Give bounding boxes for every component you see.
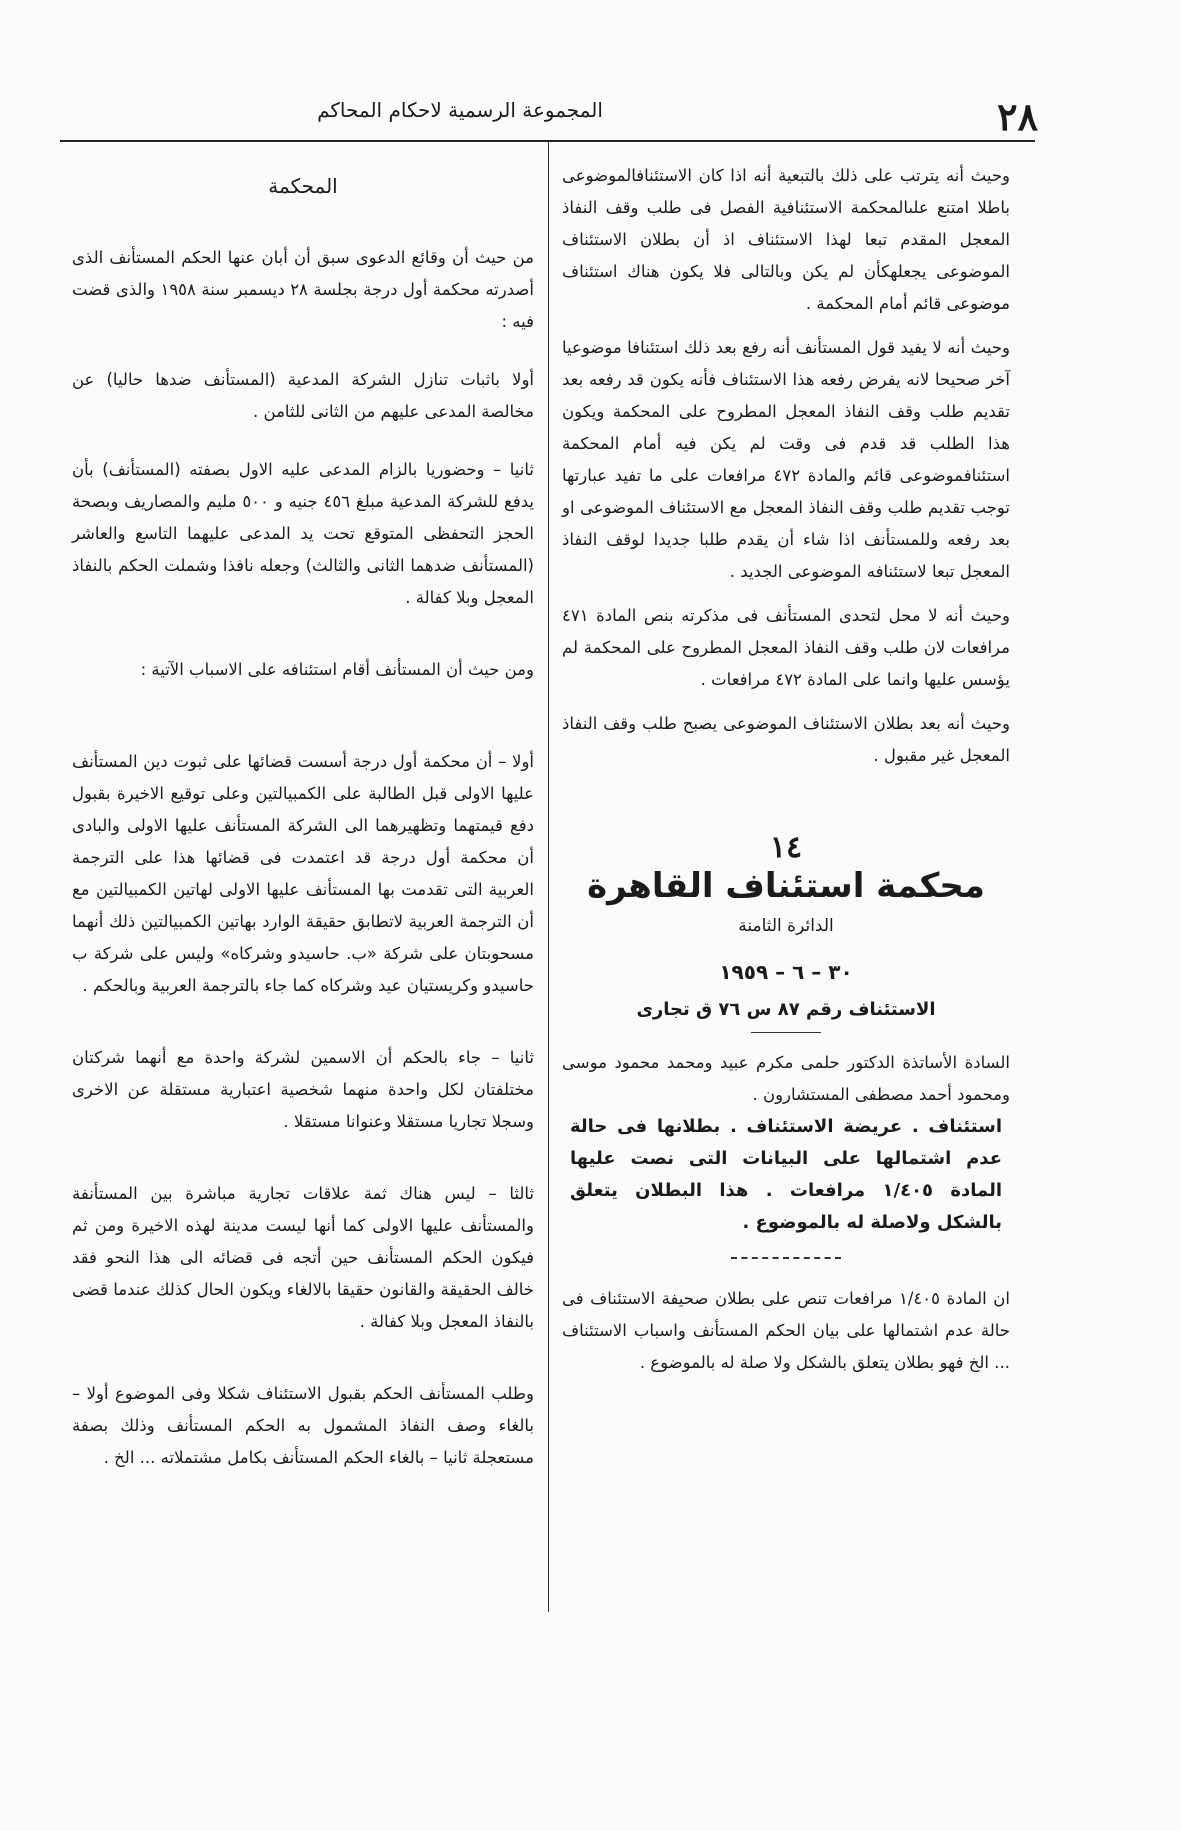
running-header-title: المجموعة الرسمية لاحكام المحاكم <box>317 98 603 122</box>
section-title: المحكمة <box>268 174 338 198</box>
left-column <box>72 160 534 1474</box>
judgment-date: ٣٠ – ٦ – ١٩٥٩ <box>719 960 853 984</box>
paragraph: وحيث أنه لا محل لتحدى المستأنف فى مذكرته بنص المادة ٤٧١ مرافعات لان طلب وقف النفاذ المعجل المطروح على المحكمة لم يؤسس عليها وانما على المادة ٤٧٢ مرافعات . <box>562 606 1010 689</box>
paragraph: أولا – أن محكمة أول درجة أسست قضائها على ثبوت دين المستأنف عليها الاولى قبل الطالبة على الكمبيالتين وعلى توقيع الاخيرة بقبول دفع قيمتهما وتظهيرهما الى الشركة المستأنف عليها الاولى والبادى أن محكمة أول درجة قد اعتمدت فى قضائها هذا على الترجمة العربية التى تقدمت بها المستأنف عليها الاولى لهاتين الكمبيالتين مع أن الترجمة العربية لاتطابق حقيقة الوارد بهاتين الكمبيالتين ذلك أنهما مسحوبتان على شركة «ب. حاسيدو وشركاه» وليس على شركة ب حاسيدو وكريستيان عيد وشركاه كما جاء بالترجمة العربية وبالحكم . <box>72 752 534 995</box>
paragraph: وطلب المستأنف الحكم بقبول الاستئناف شكلا وفى الموضوع أولا – بالغاء وصف النفاذ المشمول به الحكم المستأنف وذلك بصفة مستعجلة ثانيا – بالغاء الحكم المستأنف بكامل مشتملاته ... الخ . <box>72 1384 534 1467</box>
paragraph: من حيث أن وقائع الدعوى سبق أن أبان عنها الحكم المستأنف الذى أصدرته محكمة أول درجة بجلسة ٢٨ ديسمبر سنة ١٩٥٨ والذى قضت فيه : <box>72 248 534 331</box>
legal-principle: ان المادة ١/٤٠٥ مرافعات تنص على بطلان صحيفة الاستئناف فى حالة عدم اشتمالها على بيان الحكم المستأنف واسباب الاستئناف ... الخ فهو بطلان يتعلق بالشكل ولا صلة له بالموضوع . <box>562 1289 1010 1372</box>
paragraph: وحيث أنه يترتب على ذلك بالتبعية أنه اذا كان الاستئنافالموضوعى باطلا امتنع علىالمحكمة الاستئنافية الفصل فى طلب وقف النفاذ المعجل المقدم تبعا لهذا الاستئناف اذ أن بطلان الاستئناف الموضوعى يجعلهكأن لم يكن وبالتالى فلا يكون هناك استئناف موضوعى قائم أمام المحكمة . <box>562 166 1010 313</box>
paragraph: أولا باثبات تنازل الشركة المدعية (المستأنف ضدها حاليا) عن مخالصة المدعى عليهم من الثانى للثامن . <box>72 370 534 421</box>
appeal-number: الاستئناف رقم ٨٧ س ٧٦ ق تجارى <box>636 999 936 1020</box>
paragraph: ثالثا – ليس هناك ثمة علاقات تجارية مباشرة بين المستأنفة والمستأنف عليها الاولى كما أنها ليست مدينة لهذه الاخيرة ومن ثم فيكون الحكم المستأنف حين أتجه فى قضائه الى هذا النحو فقد خالف الحقيقة والقانون حقيقا بالالغاء ويكون الحال كذلك عندما قضى بالنفاذ المعجل وبلا كفالة . <box>72 1184 534 1331</box>
column-divider <box>548 142 549 1612</box>
paragraph: وحيث أنه بعد بطلان الاستئناف الموضوعى يصبح طلب وقف النفاذ المعجل غير مقبول . <box>562 714 1010 765</box>
paragraph: ومن حيث أن المستأنف أقام استئنافه على الاسباب الآتية : <box>140 660 534 679</box>
court-name: محكمة استئناف القاهرة <box>587 866 985 906</box>
case-number: ١٤ <box>769 830 803 865</box>
circuit-name: الدائرة الثامنة <box>738 916 834 936</box>
headnote: استئناف . عريضة الاستئناف . بطلانها فى حالة عدم اشتمالها على البيانات التى نصت عليها المادة ١/٤٠٥ مرافعات . هذا البطلان يتعلق بالشكل ولاصلة له بالموضوع . <box>570 1116 1002 1233</box>
right-column <box>562 160 1010 1379</box>
judges-list: السادة الأساتذة الدكتور حلمى مكرم عبيد ومحمد محمود موسى ومحمود أحمد مصطفى المستشارون . <box>562 1053 1010 1104</box>
separator-rule <box>751 1032 821 1033</box>
dashed-separator <box>731 1257 841 1259</box>
paragraph: ثانيا – جاء بالحكم أن الاسمين لشركة واحدة مع أنهما شركتان مختلفتان لكل واحدة منهما شخصية اعتبارية مستقلة عن الاخرى وسجلا تجاريا مستقلا وعنوانا مستقلا . <box>72 1048 534 1131</box>
page-number: ٢٨ <box>997 94 1038 139</box>
paragraph: وحيث أنه لا يفيد قول المستأنف أنه رفع بعد ذلك استئنافا موضوعيا آخر صحيحا لانه يفرض رفعه هذا الاستئناف فأنه يكون قد رفعه بعد تقديم طلب وقف النفاذ المعجل المطروح على المحكمة ويكون هذا الطلب قد قدم فى وقت لم يكن فيه أمام المحكمة استئنافموضوعى قائم والمادة ٤٧٢ مرافعات على ما تفيد عبارتها توجب تقديم طلب وقف النفاذ المعجل مع الاستئناف الموضوعى او بعد رفعه وللمستأنف اذا شاء أن يقدم طلبا جديدا لوقف النفاذ المعجل تبعا لاستئنافه الموضوعى الجديد . <box>562 338 1010 581</box>
paragraph: ثانيا – وحضوريا بالزام المدعى عليه الاول بصفته (المستأنف) بأن يدفع للشركة المدعية مبلغ ٤٥٦ جنيه و ٥٠٠ مليم والمصاريف وبصحة الحجز التحفظى المتوقع تحت يد المدعى عليهما التاسع والعاشر (المستأنف ضدهما الثانى والثالث) وجعله نافذا وشملت الحكم بالنفاذ المعجل وبلا كفالة . <box>72 460 534 607</box>
